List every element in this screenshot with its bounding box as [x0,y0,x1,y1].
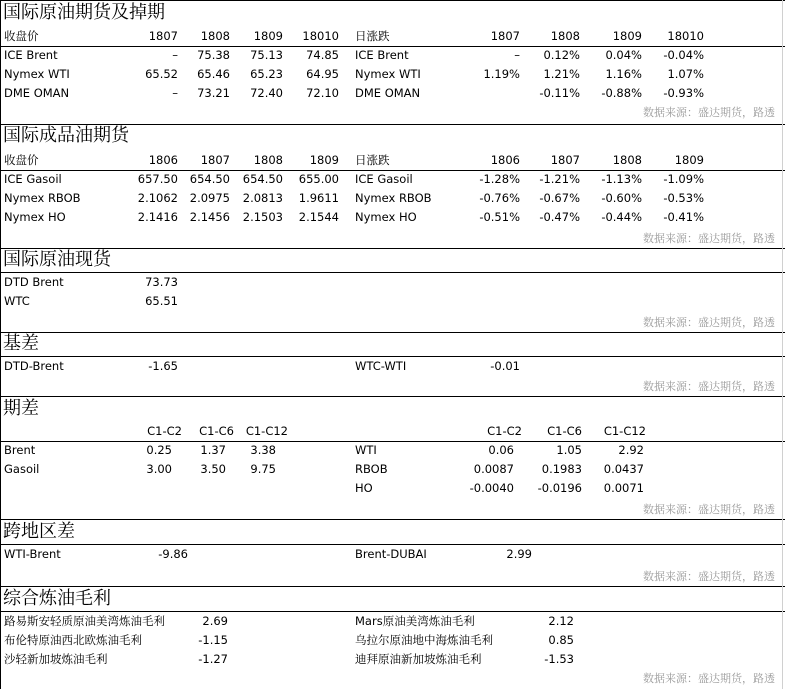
data-source-note: 数据来源：盛达期货，路透 [643,503,775,516]
row-value: 2.99 [506,547,532,561]
row-value: 1.07% [667,67,704,81]
row-value: -0.47% [539,210,580,224]
row-value: 3.00 [146,462,172,476]
row-value: 0.25 [146,443,172,457]
row-value: 3.38 [250,443,276,457]
row-value: -0.67% [539,191,580,205]
row-label: DME OMAN [4,86,70,100]
row-value: -1.53 [544,652,574,666]
row-label: WTC [4,294,30,308]
header-cell: 1809 [253,29,283,43]
data-source-note: 数据来源：盛达期货，路透 [643,570,775,583]
row-value: 2.1062 [137,191,178,205]
header-cell: 1808 [612,153,642,167]
row-value: -0.53% [663,191,704,205]
row-label: RBOB [355,462,388,476]
data-source-note: 数据来源：盛达期货，路透 [643,232,775,245]
table-row [0,189,785,208]
header-cell: 收盘价 [4,153,39,167]
row-value: 2.12 [548,614,574,628]
row-label: 乌拉尔原油地中海炼油毛利 [355,633,493,647]
row-value: -1.28% [479,172,520,186]
header-cell: C1-C6 [199,424,234,438]
header-cell: 1806 [490,153,520,167]
table-row [0,292,785,311]
row-value: 2.1456 [189,210,230,224]
row-value: 0.1983 [541,462,582,476]
row-label: WTC-WTI [355,359,407,373]
row-value: 2.0813 [242,191,283,205]
section-title-basis: 基差 [3,333,39,354]
row-value: 654.50 [189,172,230,186]
header-cell: C1-C12 [245,424,288,438]
row-value: 1.9611 [298,191,339,205]
row-value: 0.04% [605,48,642,62]
row-value: 2.1416 [137,210,178,224]
header-cell: 18010 [667,29,704,43]
header-cell: 1806 [148,153,178,167]
row-label: Nymex WTI [4,67,70,81]
table-row [0,650,785,669]
header-cell: C1-C6 [547,424,582,438]
table-row [0,46,785,65]
data-source-note: 数据来源：盛达期货，路透 [643,316,775,329]
row-value: 75.38 [197,48,230,62]
row-value: -0.01 [490,359,520,373]
row-value: 75.13 [250,48,283,62]
row-label: Nymex RBOB [4,191,81,205]
row-value: 0.12% [543,48,580,62]
row-value: 1.16% [605,67,642,81]
row-value: -9.86 [158,547,188,561]
row-label: ICE Brent [4,48,58,62]
header-cell: 日涨跌 [355,153,390,167]
row-value: 2.1544 [298,210,339,224]
header-cell: 18010 [302,29,339,43]
row-value: 65.52 [145,67,178,81]
row-value: 0.06 [488,443,514,457]
row-value: -0.76% [479,191,520,205]
row-value: -1.27 [198,652,228,666]
header-cell: C1-C2 [487,424,522,438]
header-cell: 1808 [200,29,230,43]
row-value: -0.0040 [469,481,514,495]
row-value: 1.37 [200,443,226,457]
row-label: Nymex WTI [355,67,421,81]
row-label: Nymex HO [4,210,66,224]
row-value: -1.15 [198,633,228,647]
row-label: Mars原油美湾炼油毛利 [355,614,475,628]
row-label: 沙轻新加坡炼油毛利 [4,652,108,666]
row-value: 2.69 [202,614,228,628]
row-value: 0.0071 [603,481,644,495]
section-title-crude-futures: 国际原油期货及掉期 [3,2,165,23]
row-value: 2.1503 [242,210,283,224]
table-row [0,441,785,460]
row-label: 迪拜原油新加坡炼油毛利 [355,652,482,666]
row-value: -1.13% [601,172,642,186]
row-value: – [172,48,178,62]
data-source-note: 数据来源：盛达期货，路透 [643,672,775,685]
header-cell: 1809 [674,153,704,167]
table-row [0,479,785,498]
header-cell: 1809 [612,29,642,43]
row-label: Gasoil [4,462,40,476]
row-value: -1.65 [148,359,178,373]
row-value: -0.04% [663,48,704,62]
row-label: Brent-DUBAI [355,547,427,561]
section-title-regional-spread: 跨地区差 [3,521,75,542]
section-title-refining-margin: 综合炼油毛利 [3,588,111,609]
table-row [0,273,785,292]
row-value: 74.85 [306,48,339,62]
header-cell: 收盘价 [4,29,39,43]
section-title-spread: 期差 [3,398,39,419]
row-value: -0.51% [479,210,520,224]
header-cell: 1807 [550,153,580,167]
data-source-note: 数据来源：盛达期货，路透 [643,106,775,119]
row-value: 65.51 [145,294,178,308]
row-value: 72.40 [250,86,283,100]
header-cell: 1809 [309,153,339,167]
row-value: 64.95 [306,67,339,81]
header-cell: C1-C2 [147,424,182,438]
row-value: -0.11% [539,86,580,100]
row-value: -0.0196 [537,481,582,495]
row-value: 657.50 [137,172,178,186]
header-cell: 1807 [200,153,230,167]
row-value: 2.92 [618,443,644,457]
row-value: 73.21 [197,86,230,100]
table-row [0,612,785,631]
header-cell: 1808 [550,29,580,43]
row-value: 1.19% [483,67,520,81]
row-value: 72.10 [306,86,339,100]
row-label: 布伦特原油西北欧炼油毛利 [4,633,142,647]
row-label: HO [355,481,373,495]
table-row [0,631,785,650]
row-label: DTD Brent [4,275,64,289]
table-row [0,545,785,564]
row-value: 0.0087 [473,462,514,476]
row-label: 路易斯安轻质原油美湾炼油毛利 [4,614,165,628]
table-header [0,151,785,171]
table-row [0,357,785,376]
row-value: 1.05 [556,443,582,457]
row-label: ICE Brent [355,48,409,62]
row-label: WTI-Brent [4,547,61,561]
data-source-note: 数据来源：盛达期货，路透 [643,380,775,393]
row-value: 1.21% [543,67,580,81]
header-cell: C1-C12 [603,424,646,438]
row-label: Nymex RBOB [355,191,432,205]
section-title-product-futures: 国际成品油期货 [3,125,129,146]
row-value: – [172,86,178,100]
table-header [0,422,785,442]
row-value: 65.46 [197,67,230,81]
row-value: -0.88% [601,86,642,100]
row-value: -0.44% [601,210,642,224]
table-row [0,460,785,479]
row-value: -0.41% [663,210,704,224]
header-cell: 日涨跌 [355,29,390,43]
row-value: 65.23 [250,67,283,81]
header-cell: 1808 [253,153,283,167]
row-value: -1.21% [539,172,580,186]
row-value: 73.73 [145,275,178,289]
header-cell: 1807 [490,29,520,43]
row-value: -0.93% [663,86,704,100]
row-value: 2.0975 [189,191,230,205]
header-cell: 1807 [148,29,178,43]
table-row [0,170,785,189]
table-row [0,65,785,84]
row-value: -1.09% [663,172,704,186]
table-row [0,84,785,103]
row-label: Brent [4,443,36,457]
row-label: ICE Gasoil [355,172,413,186]
row-value: 655.00 [298,172,339,186]
row-value: -0.60% [601,191,642,205]
table-header [0,27,785,47]
row-label: WTI [355,443,377,457]
table-row [0,208,785,227]
row-label: ICE Gasoil [4,172,62,186]
row-value: 9.75 [250,462,276,476]
section-title-crude-spot: 国际原油现货 [3,249,111,270]
row-value: 0.0437 [603,462,644,476]
row-value: – [514,48,520,62]
row-label: Nymex HO [355,210,417,224]
row-label: DTD-Brent [4,359,64,373]
row-value: 654.50 [242,172,283,186]
row-value: 0.85 [548,633,574,647]
row-value: 3.50 [200,462,226,476]
row-label: DME OMAN [355,86,421,100]
